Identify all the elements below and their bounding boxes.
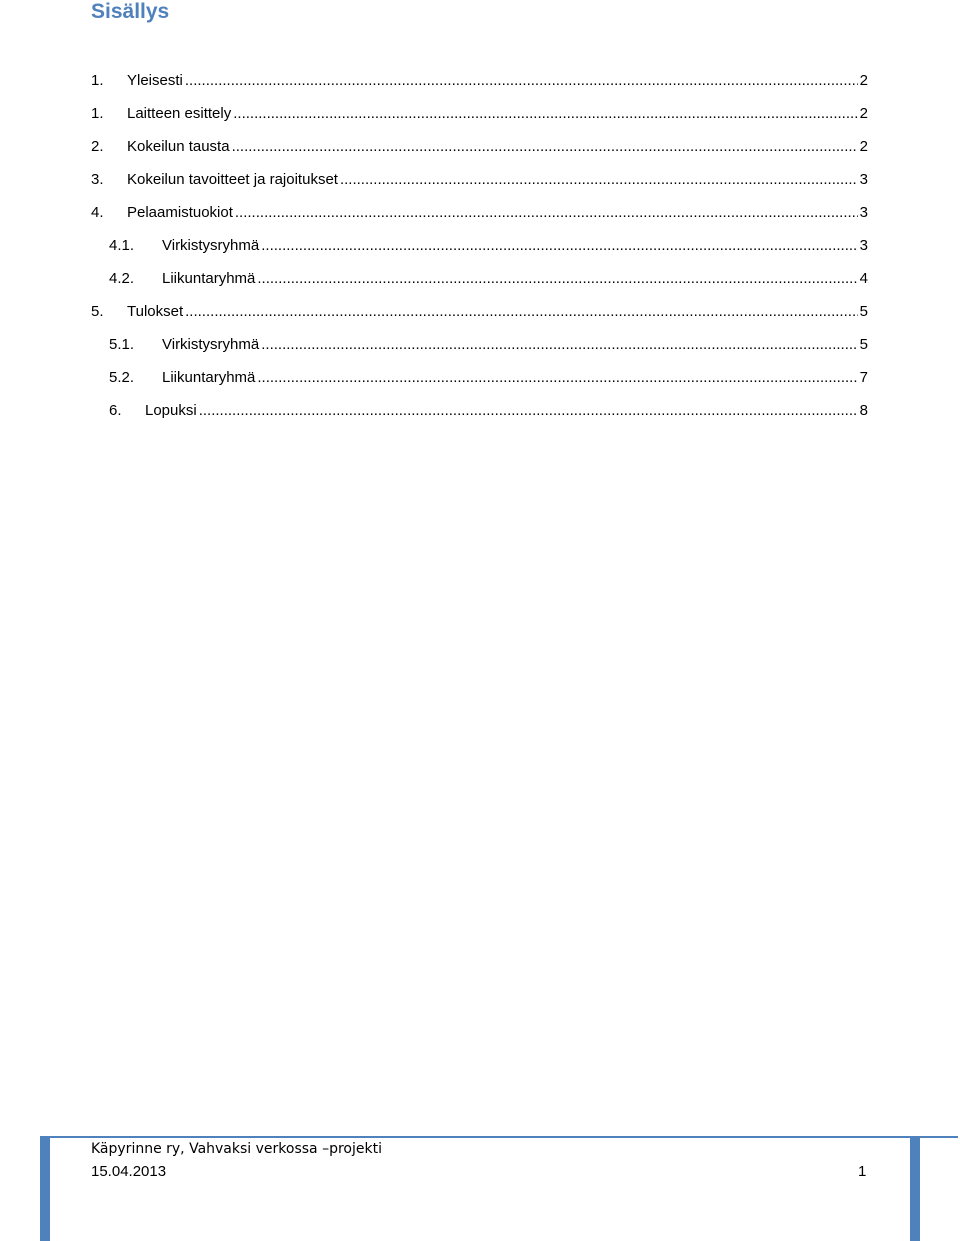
toc-entry[interactable]: [91, 299, 868, 332]
toc-entry-text: Liikuntaryhmä: [162, 270, 256, 287]
toc-entry-number: 4.2.: [109, 270, 135, 287]
toc-entry[interactable]: [91, 167, 868, 200]
toc-entry-number: 5.2.: [109, 369, 135, 386]
toc-entry-number: 1.: [91, 72, 104, 89]
toc-entry-page: 3: [859, 204, 868, 221]
toc-leader-dots: [261, 233, 857, 259]
toc-leader-dots: [261, 332, 857, 358]
toc-entry-text: Pelaamistuokiot: [127, 204, 233, 221]
toc-entry-text: Laitteen esittely: [127, 105, 232, 122]
toc-subentry[interactable]: [91, 365, 868, 398]
toc-entry-number: 4.1.: [109, 237, 135, 254]
toc-subentry[interactable]: [91, 233, 868, 266]
toc-subentry[interactable]: [91, 398, 868, 431]
toc-entry-text: Tulokset: [127, 303, 184, 320]
footer-bar-right: [910, 1138, 920, 1241]
toc-leader-dots: [199, 398, 858, 424]
toc-entry-page: 5: [859, 303, 868, 320]
toc-entry-number: 1.: [91, 105, 104, 122]
toc-entry-page: 4: [859, 270, 868, 287]
toc-entry-number: 5.1.: [109, 336, 135, 353]
toc-entry-text: Liikuntaryhmä: [162, 369, 256, 386]
toc-entry[interactable]: [91, 68, 868, 101]
toc-leader-dots: [185, 299, 858, 325]
footer-page-number: 1: [858, 1163, 867, 1180]
toc-entry-page: 3: [859, 171, 868, 188]
toc-entry-text: Yleisesti: [127, 72, 183, 89]
toc-entry-page: 2: [859, 138, 868, 155]
toc-title: Sisällys: [91, 0, 170, 23]
toc-entry-page: 7: [859, 369, 868, 386]
toc-entry-text: Kokeilun tavoitteet ja rajoitukset: [127, 171, 338, 188]
toc-subentry[interactable]: [91, 266, 868, 299]
toc-leader-dots: [233, 101, 857, 127]
toc-entry-number: 4.: [91, 204, 104, 221]
toc-leader-dots: [257, 266, 857, 292]
toc-leader-dots: [185, 68, 858, 94]
toc-entry-page: 3: [859, 237, 868, 254]
toc-entry-text: Virkistysryhmä: [162, 336, 260, 353]
toc-entry-page: 2: [859, 72, 868, 89]
toc-entry-page: 5: [859, 336, 868, 353]
toc-entry[interactable]: [91, 200, 868, 233]
toc-entry-number: 2.: [91, 138, 104, 155]
toc-leader-dots: [232, 134, 858, 160]
footer-date: 15.04.2013: [91, 1163, 167, 1180]
toc-leader-dots: [235, 200, 858, 226]
table-of-contents: [91, 68, 868, 431]
toc-leader-dots: [340, 167, 858, 193]
toc-entry-page: 8: [859, 402, 868, 419]
toc-entry-text: Lopuksi: [145, 402, 197, 419]
footer-bar-left: [40, 1138, 50, 1241]
toc-entry-text: Kokeilun tausta: [127, 138, 230, 155]
toc-entry[interactable]: [91, 101, 868, 134]
toc-subentry[interactable]: [91, 332, 868, 365]
toc-entry[interactable]: [91, 134, 868, 167]
toc-leader-dots: [257, 365, 857, 391]
toc-entry-number: 3.: [91, 171, 104, 188]
footer-divider: [40, 1136, 958, 1138]
toc-entry-number: 6.: [109, 402, 122, 419]
toc-entry-number: 5.: [91, 303, 104, 320]
toc-entry-text: Virkistysryhmä: [162, 237, 260, 254]
footer-organization: Käpyrinne ry, Vahvaksi verkossa –projekti: [91, 1141, 382, 1157]
toc-entry-page: 2: [859, 105, 868, 122]
